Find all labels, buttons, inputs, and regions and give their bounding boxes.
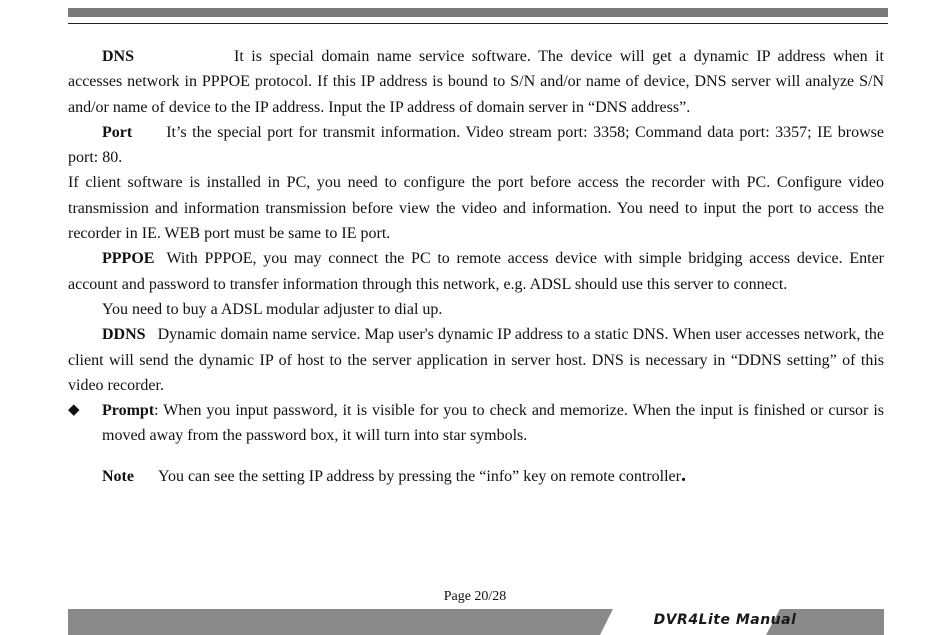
note-term: Note <box>102 467 134 485</box>
prompt-term: Prompt <box>102 402 155 420</box>
port-term: Port <box>102 123 133 141</box>
prompt-text: : When you input password, it is visible for you to check and memorize. When the input is finished or cursor is moved away from the password box, it will turn into star symbols. <box>102 402 884 445</box>
port-paragraph <box>68 120 884 171</box>
note-paragraph <box>68 463 884 489</box>
pppoe-text: With PPPOE, you may connect the PC to remote access device with simple bridging access device. Enter account and password to transfer information through this network, e.g. ADSL should use this server to connect. <box>68 250 884 293</box>
note-end-mark: . <box>680 463 686 486</box>
page-number: Page 20/28 <box>443 589 507 604</box>
pppoe-paragraph-2: You need to buy a ADSL modular adjuster to dial up. <box>102 300 443 318</box>
ddns-paragraph <box>68 322 884 398</box>
port-paragraph-2: If client software is installed in PC, you need to configure the port before access the recorder with PC. Configure video transmission and information transmission before view the video and information. You need to input the port to access the recorder in IE. WEB port must be same to IE port. <box>68 174 884 243</box>
manual-content <box>68 44 884 489</box>
port-text: It’s the special port for transmit information. Video stream port: 3358; Command data port: 3357; IE browse port: 80. <box>68 123 884 167</box>
ddns-term: DDNS <box>102 326 146 344</box>
header-rule <box>68 23 888 24</box>
dns-text: It is special domain name service software. The device will get a dynamic IP address when it accesses network in PPPOE protocol. If this IP address is bound to S/N and/or name of device, DNS server will analyze S/N and/or name of device to the IP address. Input the IP address of domain server in “DNS address”. <box>68 48 884 116</box>
pppoe-term: PPPOE <box>102 250 155 268</box>
footer-band <box>68 609 884 635</box>
ddns-text: Dynamic domain name service. Map user's dynamic IP address to a static DNS. When user accesses network, the client will send the dynamic IP of host to the server application in server host. DNS is necessary in “DDNS setting” of this video recorder. <box>68 326 884 394</box>
pppoe-paragraph <box>68 246 884 297</box>
note-text: You can see the setting IP address by pressing the “info” key on remote controller <box>157 467 681 485</box>
prompt-bullet-item <box>68 398 884 449</box>
header-bar <box>68 8 888 17</box>
dns-paragraph <box>68 44 884 120</box>
dns-term: DNS <box>102 48 135 65</box>
diamond-bullet-icon: ◆ <box>68 402 80 419</box>
manual-title: DVR4Lite Manual <box>653 612 797 628</box>
